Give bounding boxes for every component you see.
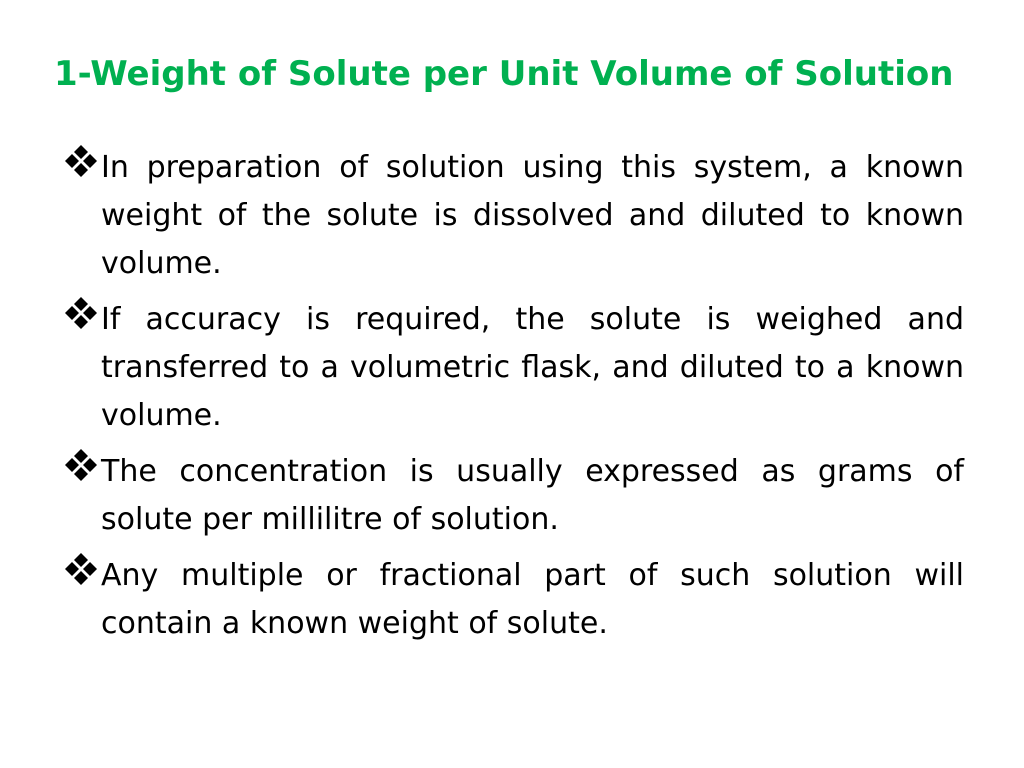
four-diamond-bullet-icon (64, 144, 98, 178)
bullet-item (64, 552, 964, 648)
bullet-text: Any multiple or fractional part of such solution will contain a known weight of solute. (101, 558, 964, 641)
bullet-text: If accuracy is required, the solute is weighed and transferred to a volumetric flask, and diluted to a known volume. (101, 302, 964, 433)
slide-title: 1-Weight of Solute per Unit Volume of Solution (54, 54, 954, 94)
bullet-item (64, 144, 964, 288)
bullet-text: The concentration is usually expressed as grams of solute per millilitre of solution. (101, 454, 964, 537)
four-diamond-bullet-icon (64, 296, 98, 330)
four-diamond-bullet-icon (64, 552, 98, 586)
bullet-item (64, 296, 964, 440)
bullet-list (64, 144, 964, 656)
bullet-text: In preparation of solution using this system, a known weight of the solute is dissolved and diluted to known volume. (101, 150, 964, 281)
bullet-item (64, 448, 964, 544)
four-diamond-bullet-icon (64, 448, 98, 482)
